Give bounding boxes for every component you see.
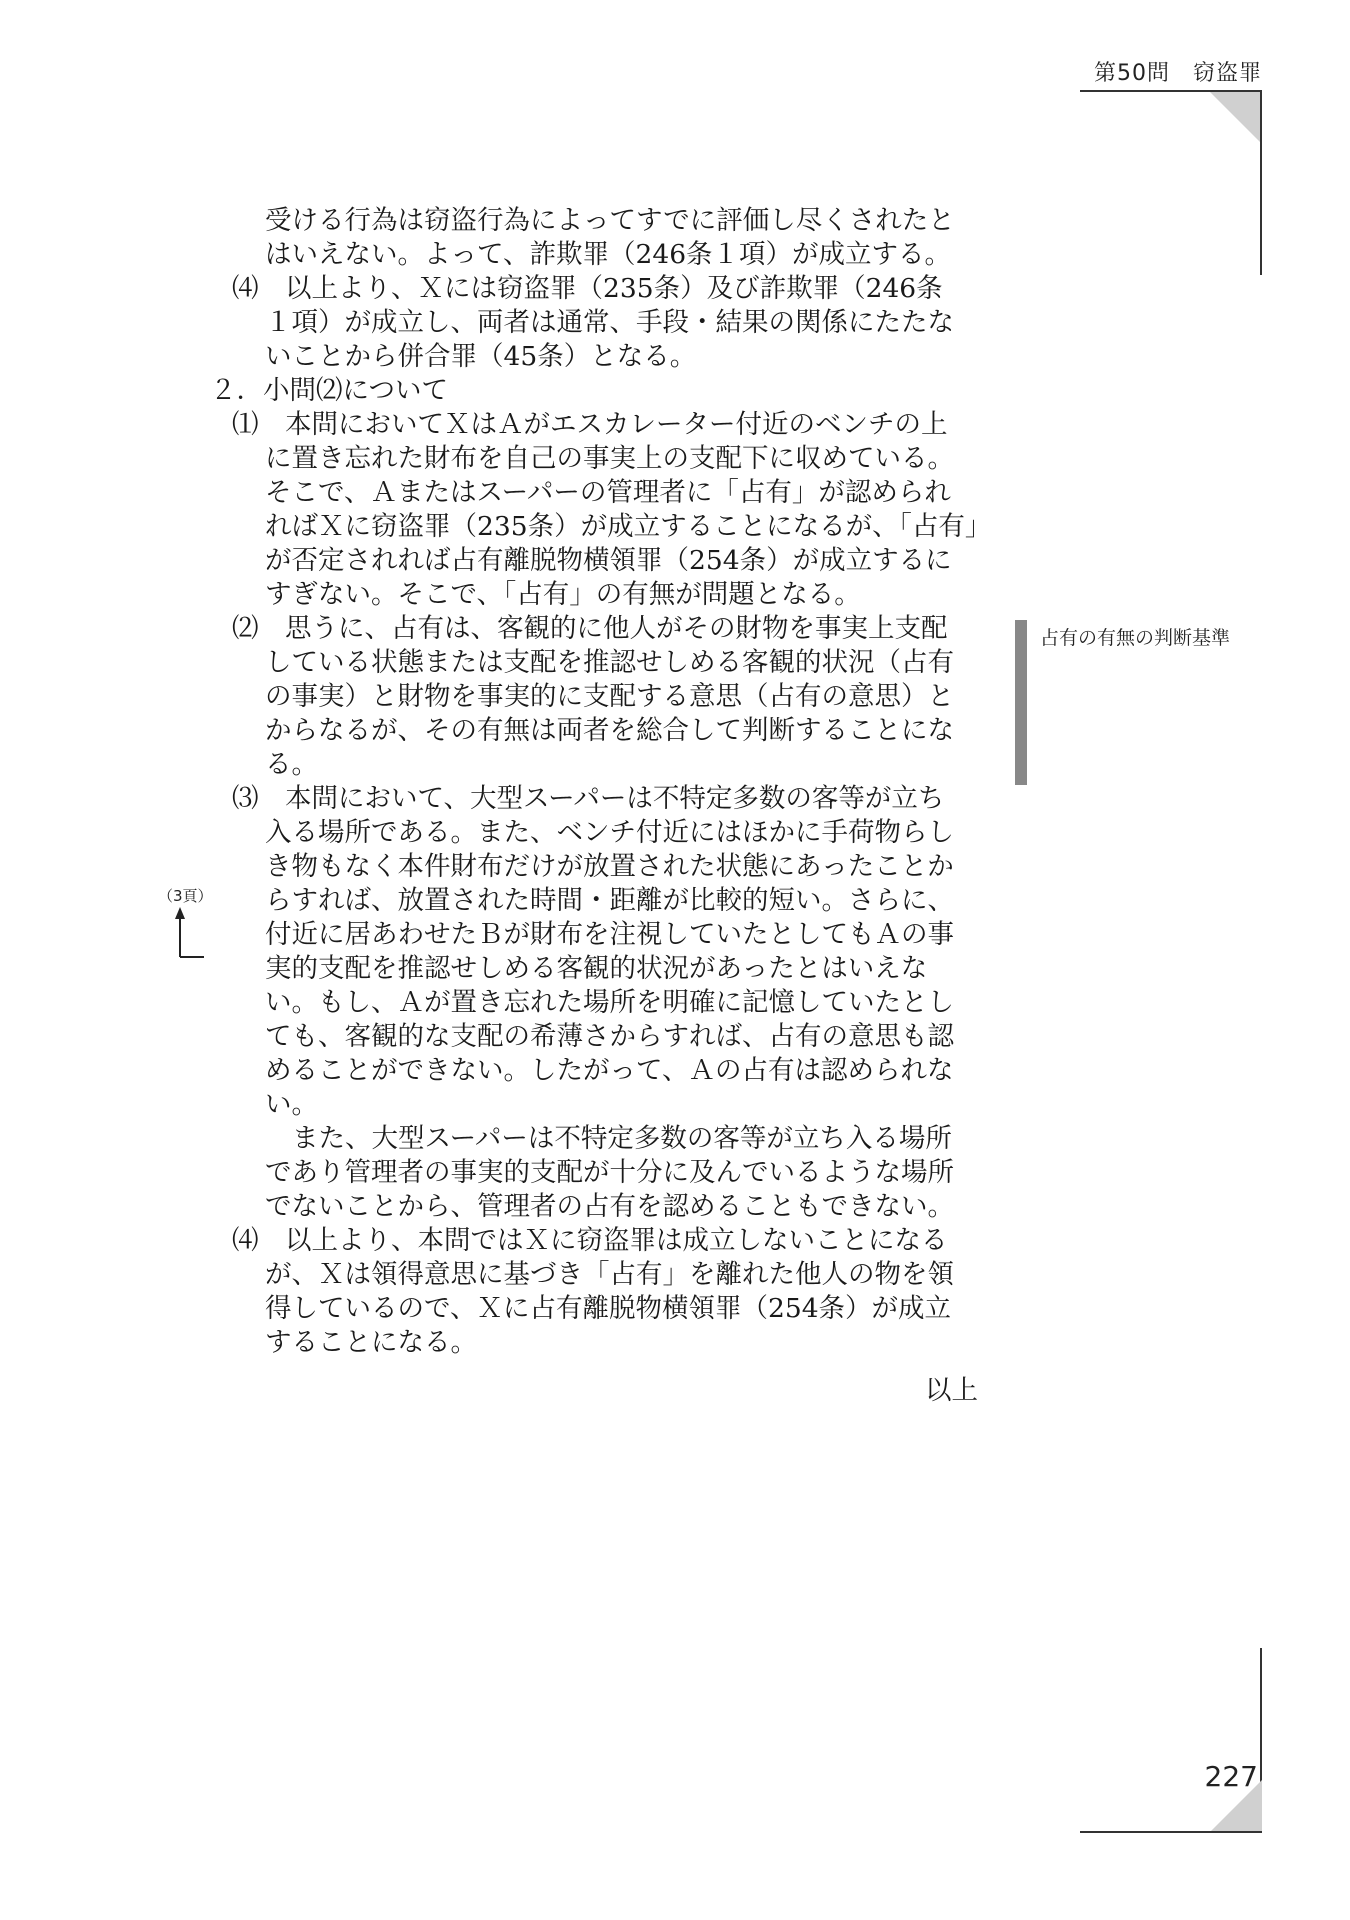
- text-line: １項）が成立し、両者は通常、手段・結果の関係にたたな: [265, 307, 954, 338]
- text-line: に置き忘れた財布を自己の事実上の支配下に収めている。: [265, 443, 954, 474]
- section-heading: ２．小問⑵について: [210, 375, 448, 406]
- margin-marker-bar: [1015, 620, 1027, 785]
- text-line: の事実）と財物を事実的に支配する意思（占有の意思）と: [265, 681, 954, 712]
- text-line: 実的支配を推認せしめる客観的状況があったとはいえな: [265, 953, 928, 984]
- page-number: 227: [1204, 1760, 1258, 1793]
- corner-triangle-top: [1210, 92, 1262, 144]
- text-line: が否定されれば占有離脱物横領罪（254条）が成立するに: [265, 545, 952, 576]
- text-line: そこで、Ａまたはスーパーの管理者に「占有」が認められ: [265, 477, 951, 508]
- text-line: る。: [265, 749, 318, 780]
- text-line: ればＸに窃盗罪（235条）が成立することになるが、「占有」: [265, 511, 992, 542]
- text-line: ⑵ 思うに、占有は、客観的に他人がその財物を事実上支配: [232, 613, 948, 644]
- text-line: また、大型スーパーは不特定多数の客等が立ち入る場所: [292, 1123, 952, 1154]
- reference-arrow-icon: [172, 905, 206, 961]
- text-line: い。もし、Ａが置き忘れた場所を明確に記憶していたとし: [265, 987, 954, 1018]
- text-line: ても、客観的な支配の希薄さからすれば、占有の意思も認: [265, 1021, 954, 1052]
- chapter-title: 第50問 窃盗罪: [1094, 61, 1262, 86]
- text-line: 入る場所である。また、ベンチ付近にはほかに手荷物らし: [265, 817, 954, 848]
- text-line: き物もなく本件財布だけが放置された状態にあったことか: [265, 851, 954, 882]
- text-line: が、Ｘは領得意思に基づき「占有」を離れた他人の物を領: [265, 1259, 954, 1290]
- text-line: ⑴ 本問においてＸはＡがエスカレーター付近のベンチの上: [232, 409, 948, 440]
- text-line: すぎない。そこで、「占有」の有無が問題となる。: [265, 579, 861, 610]
- right-rule-top: [1260, 90, 1262, 275]
- text-line: 得しているので、Ｘに占有離脱物横領罪（254条）が成立: [265, 1293, 952, 1324]
- text-line: ⑷ 以上より、Ｘには窃盗罪（235条）及び詐欺罪（246条: [232, 273, 943, 304]
- footer-rule: [1080, 1831, 1262, 1833]
- text-line: めることができない。したがって、Ａの占有は認められな: [265, 1055, 954, 1086]
- text-line: はいえない。よって、詐欺罪（246条１項）が成立する。: [265, 239, 952, 270]
- text-line: している状態または支配を推認せしめる客観的状況（占有: [265, 647, 954, 678]
- text-line: らすれば、放置された時間・距離が比較的短い。さらに、: [265, 885, 954, 916]
- text-line: 付近に居あわせたＢが財布を注視していたとしてもＡの事: [265, 919, 954, 950]
- page-reference-label: （3頁）: [158, 887, 213, 905]
- text-line: ⑶ 本問において、大型スーパーは不特定多数の客等が立ち: [232, 783, 945, 814]
- text-line: でないことから、管理者の占有を認めることもできない。: [265, 1191, 954, 1222]
- text-line: 受ける行為は窃盗行為によってすでに評価し尽くされたと: [265, 205, 955, 236]
- closing-text: 以上: [925, 1375, 978, 1406]
- text-line: ⑷ 以上より、本問ではＸに窃盗罪は成立しないことになる: [232, 1225, 948, 1256]
- text-line: い。: [265, 1089, 318, 1120]
- text-line: することになる。: [265, 1327, 477, 1358]
- text-line: からなるが、その有無は両者を総合して判断することにな: [265, 715, 954, 746]
- margin-note: 占有の有無の判断基準: [1040, 627, 1231, 649]
- text-line: いことから併合罪（45条）となる。: [265, 341, 697, 372]
- text-line: であり管理者の事実的支配が十分に及んでいるような場所: [265, 1157, 954, 1188]
